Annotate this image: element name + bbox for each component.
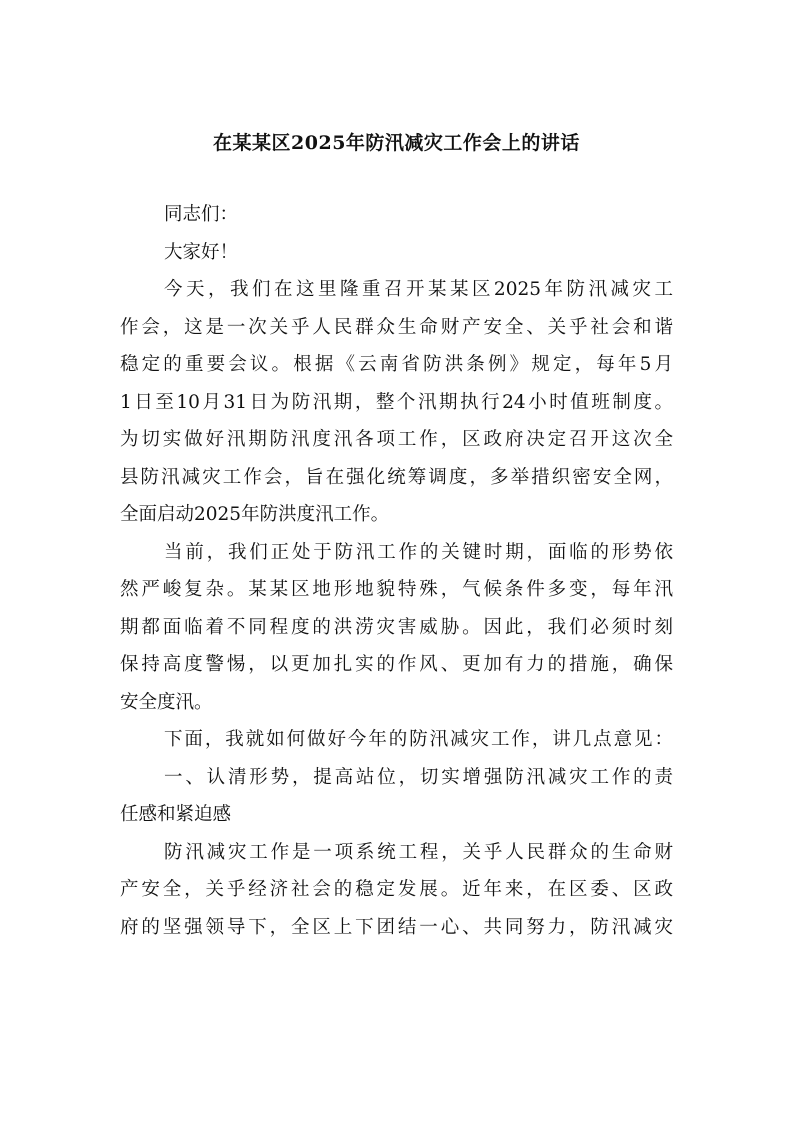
text-line: 府的坚强领导下，全区上下团结一心、共同努力，防汛减灾 — [120, 916, 673, 938]
text-line: 为切实做好汛期防汛度汛各项工作，区政府决定召开这次全 — [120, 429, 673, 450]
text-line: 期都面临着不同程度的洪涝灾害威胁。因此，我们必须时刻 — [120, 616, 673, 638]
section-heading-line: 任感和紧迫感 — [120, 804, 232, 825]
text-line: 全面启动2025年防洪度汛工作。 — [120, 504, 390, 525]
text-line: 防汛减灾工作是一项系统工程，关乎人民群众的生命财 — [164, 841, 673, 863]
text-line: 产安全，关乎经济社会的稳定发展。近年来，在区委、区政 — [120, 879, 673, 900]
text-line: 县防汛减灾工作会，旨在强化统筹调度，多举措织密安全网， — [120, 466, 673, 488]
text-line: 作会，这是一次关乎人民群众生命财产安全、关乎社会和谐 — [120, 316, 673, 338]
document-body — [120, 196, 673, 946]
text-line: 今天，我们在这里隆重召开某某区2025年防汛减灾工 — [164, 279, 673, 300]
text-line: 保持高度警惕，以更加扎实的作风、更加有力的措施，确保 — [120, 654, 673, 675]
text-line: 稳定的重要会议。根据《云南省防洪条例》规定，每年5月 — [120, 354, 673, 375]
section-heading-line: 一、认清形势，提高站位，切实增强防汛减灾工作的责 — [164, 766, 673, 788]
text-line: 然严峻复杂。某某区地形地貌特殊，气候条件多变，每年汛 — [120, 579, 673, 600]
text-line: 大家好！ — [164, 241, 239, 263]
text-line: 下面，我就如何做好今年的防汛减灾工作，讲几点意见： — [164, 729, 673, 750]
text-line: 当前，我们正处于防汛工作的关键时期，面临的形势依 — [164, 541, 673, 563]
text-line: 同志们： — [164, 204, 239, 225]
text-line: 安全度汛。 — [120, 691, 213, 713]
document-title: 在某某区2025年防汛减灾工作会上的讲话 — [213, 132, 580, 154]
text-line: 1日至10月31日为防汛期，整个汛期执行24小时值班制度。 — [120, 391, 673, 413]
